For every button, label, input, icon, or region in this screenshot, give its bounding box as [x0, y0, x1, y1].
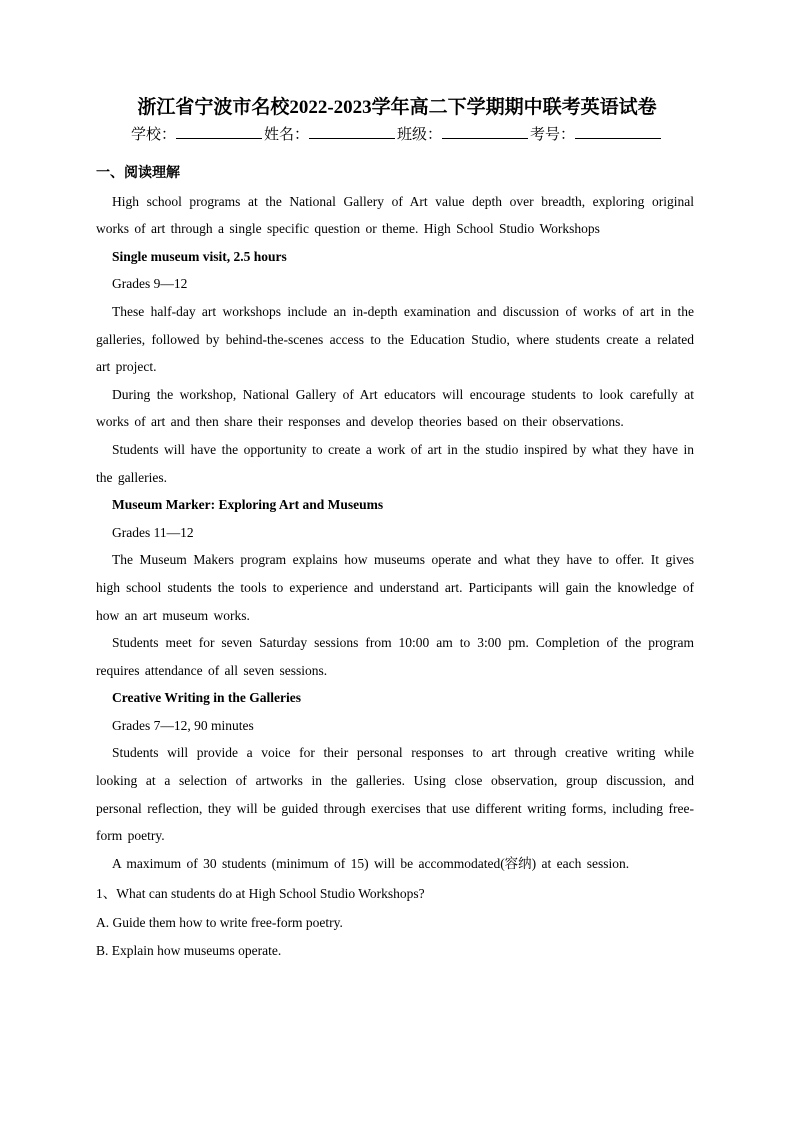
answer-option[interactable]: B. Explain how museums operate.: [96, 943, 282, 959]
name-label: 姓名：: [263, 127, 309, 143]
program-grades: Grades 7—12, 90 minutes: [112, 717, 254, 733]
question-text: 1、What can students do at High School Studio Workshops?: [96, 886, 425, 902]
name-blank[interactable]: [309, 124, 395, 139]
reading-section: [96, 160, 694, 965]
class-blank[interactable]: [442, 124, 528, 139]
program-title: Single museum visit, 2.5 hours: [112, 248, 287, 264]
exam-title: 浙江省宁波市名校2022-2023学年高二下学期期中联考英语试卷: [137, 97, 657, 118]
program-paragraph: Students will provide a voice for their personal responses to art through creative writing while looking at a selection of artworks in the galleries. Using close observation, group discussion, and personal reflection, they will be guided through exercises that use different writing forms, including free-form poetry.: [96, 745, 694, 844]
program-grades: Grades 9—12: [112, 276, 188, 292]
program-grades: Grades 11—12: [112, 524, 194, 540]
school-blank[interactable]: [176, 124, 262, 139]
intro-paragraph: High school programs at the National Gallery of Art value depth over breadth, exploring original works of art through a single specific question or theme. High School Studio Workshops: [96, 193, 694, 237]
section-heading: 一、阅读理解: [96, 165, 180, 181]
number-blank[interactable]: [575, 124, 661, 139]
program-paragraph: Students meet for seven Saturday sessions from 10:00 am to 3:00 pm. Completion of the program requires attendance of all seven sessions.: [96, 635, 694, 678]
program-title: Creative Writing in the Galleries: [112, 690, 301, 706]
school-label: 学校：: [130, 127, 176, 143]
program-paragraph: Students will have the opportunity to create a work of art in the studio inspired by what they have in the galleries.: [96, 441, 694, 485]
program-title: Museum Marker: Exploring Art and Museums: [112, 497, 384, 513]
program-paragraph: These half-day art workshops include an in-depth examination and discussion of works of art in the galleries, followed by behind-the-scenes access to the Education Studio, where students create a related art project.: [96, 303, 694, 375]
student-info-line: [0, 124, 794, 146]
number-label: 考号：: [530, 127, 576, 143]
program-paragraph: The Museum Makers program explains how museums operate and what they have to offer. It gives high school students the tools to experience and understand art. Participants will gain the knowledge of how an art museum works.: [96, 552, 694, 623]
program-paragraph: During the workshop, National Gallery of Art educators will encourage students to look carefully at works of art and then share their responses and develop theories based on their observations.: [96, 386, 694, 430]
class-label: 班级：: [397, 127, 443, 143]
answer-option[interactable]: A. Guide them how to write free-form poetry.: [96, 915, 343, 931]
program-paragraph: A maximum of 30 students (minimum of 15) will be accommodated(容纳) at each session.: [112, 855, 630, 871]
